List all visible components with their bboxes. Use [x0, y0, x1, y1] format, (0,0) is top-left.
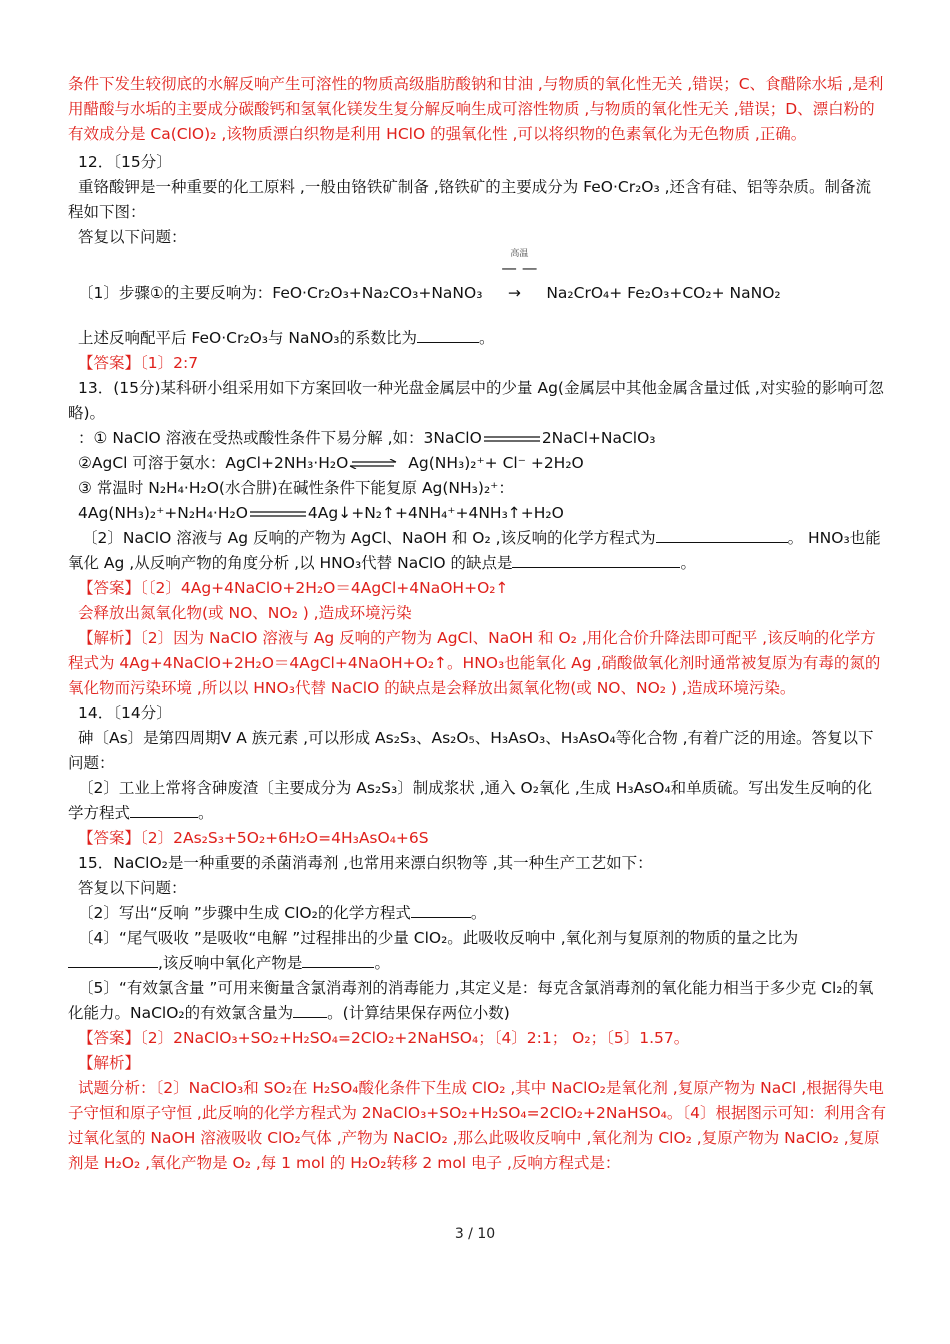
double-line-equals-icon [248, 509, 308, 519]
q15-ask: 答复以下问题： [78, 879, 187, 897]
answer-blank[interactable] [68, 952, 158, 968]
q15-question-2: 〔2〕写出“反响 ”步骤中生成 ClO₂的化学方程式 。 [78, 904, 487, 922]
q12-answer: 【答案】〔1〕2:7 [78, 354, 199, 372]
q14-heading: 14．〔14分〕 [78, 704, 172, 722]
q12-body: 重铬酸钾是一种重要的化工原料 ,一般由铬铁矿制备 ,铬铁矿的主要成分为 FeO·Cr₂O₃ ,还含有硅、铝等杂质。制备流程如下图： [68, 178, 872, 221]
page-number: 3 / 10 [454, 1226, 496, 1242]
q15-question-5: 〔5〕“有效氯含量 ”可用来衡量含氯消毒剂的消毒能力 ,其定义是：每克含氯消毒剂的氧化能力相当于多少克 Cl₂的氧化能力。NaClO₂的有效氯含量为 。(计算结果保存两位小数) [68, 979, 874, 1022]
high-temp-arrow-icon: 高温 — —→ [501, 249, 538, 302]
answer-blank[interactable] [302, 952, 374, 968]
q13-heading: 13．(15分)某科研小组采用如下方案回收一种光盘金属层中的少量 Ag(金属层中其他金属含量过低 ,对实验的影响可忽略)。 [68, 379, 884, 422]
answer-blank[interactable] [417, 327, 479, 343]
q12-heading: 12．〔15分〕 [78, 153, 172, 171]
q13-explanation: 【解析】〔2〕因为 NaClO 溶液与 Ag 反响的产物为 AgCl、NaOH 和 O₂ ,用化合价升降法即可配平 ,该反响的化学方程式为 4Ag+4NaClO+2H₂O＝4AgCl+4NaOH+O₂↑。HNO₃也能氧化 Ag ,硝酸做氧化剂时通常被复原为有毒的氮的氧化物而污染环境 ,所以以 HNO₃代替 NaClO 的缺点是会释放出氮氧化物(或 NO、NO₂ ) ,造成环境污染。 [68, 629, 881, 697]
answer-blank[interactable] [130, 802, 198, 818]
answer-blank[interactable] [512, 552, 680, 568]
q13-known-1: ：① NaClO 溶液在受热或酸性条件下易分解 ,如：3NaClO 2NaCl+NaClO₃ [78, 429, 656, 447]
q15-explanation: 试题分析：〔2〕NaClO₃和 SO₂在 H₂SO₄酸化条件下生成 ClO₂ ,其中 NaClO₂是氧化剂 ,复原产物为 NaCl ,根据得失电子守恒和原子守恒 ,此反响的化学方程式为 2NaClO₃+SO₂+H₂SO₄=2ClO₂+2NaHSO₄。〔4〕根据图示可知：利用含有过氧化氢的 NaOH 溶液吸收 ClO₂气体 ,产物为 NaClO₂ ,那么此吸收反响中 ,氧化剂为 ClO₂ ,复原产物为 NaClO₂ ,复原剂是 H₂O₂ ,氧化产物是 O₂ ,每 1 mol 的 H₂O₂转移 2 mol 电子 ,反响方程式是： [68, 1079, 886, 1172]
q14-answer: 【答案】〔2〕2As₂S₃+5O₂+6H₂O=4H₃AsO₄+6S [78, 829, 429, 847]
q12-equation: 〔1〕步骤①的主要反响为：FeO·Cr₂O₃+Na₂CO₃+NaNO₃ 高温 — —→ Na₂CrO₄+ Fe₂O₃+CO₂+ NaNO₂ [68, 256, 886, 306]
prev-answer-text: 条件下发生较彻底的水解反响产生可溶性的物质高级脂肪酸钠和甘油 ,与物质的氧化性无关 ,错误；C、食醋除水垢 ,是利用醋酸与水垢的主要成分碳酸钙和氢氧化镁发生复分解反响生成可溶性物质 ,与物质的氧化性无关 ,错误；D、漂白粉的有效成分是 Ca(ClO)₂ ,该物质漂白织物是利用 HClO 的强氧化性 ,可以将织物的色素氧化为无色物质 ,正确。 [68, 75, 884, 143]
q14-question-2: 〔2〕工业上常将含砷废渣〔主要成分为 As₂S₃〕制成浆状 ,通入 O₂氧化 ,生成 H₃AsO₄和单质硫。写出发生反响的化学方程式 。 [68, 779, 873, 822]
double-line-equals-icon [482, 434, 542, 444]
q15-question-4: 〔4〕“尾气吸收 ”是吸收“电解 ”过程排出的少量 ClO₂。此吸收反响中 ,氧化剂与复原剂的物质的量之比为,该反响中氧化产物是 。 [68, 926, 886, 976]
q15-explanation-heading: 【解析】 [78, 1054, 141, 1072]
q13-known-4: 4Ag(NH₃)₂⁺+N₂H₄·H₂O 4Ag↓+N₂↑+4NH₄⁺+4NH₃↑+H₂O [78, 504, 564, 522]
reversible-arrow-icon [348, 459, 408, 469]
answer-blank[interactable] [293, 1002, 327, 1018]
q14-body: 砷〔As〕是第四周期Ⅴ A 族元素 ,可以形成 As₂S₃、As₂O₅、H₃AsO₃、H₃AsO₄等化合物 ,有着广泛的用途。答复以下问题： [68, 729, 874, 772]
q13-known-2: ②AgCl 可溶于氨水：AgCl+2NH₃·H₂O Ag(NH₃)₂⁺+ Cl⁻ +2H₂O [78, 454, 584, 472]
answer-blank[interactable] [656, 527, 788, 543]
q15-answer: 【答案】〔2〕2NaClO₃+SO₂+H₂SO₄=2ClO₂+2NaHSO₄；〔4〕2:1； O₂；〔5〕1.57。 [78, 1029, 690, 1047]
q13-answer-2: 会释放出氮氧化物(或 NO、NO₂ ) ,造成环境污染 [78, 604, 412, 622]
document-body [68, 72, 886, 1176]
answer-blank[interactable] [411, 902, 471, 918]
q13-question-2: 〔2〕NaClO 溶液与 Ag 反响的产物为 AgCl、NaOH 和 O₂ ,该反响的化学方程式为 。 HNO₃也能氧化 Ag ,从反响产物的角度分析 ,以 HNO₃代替 NaClO 的缺点是 。 [68, 529, 881, 572]
q15-heading: 15．NaClO₂是一种重要的杀菌消毒剂 ,也常用来漂白织物等 ,其一种生产工艺如下： [78, 854, 653, 872]
q13-known-3: ③ 常温时 N₂H₄·H₂O(水合肼)在碱性条件下能复原 Ag(NH₃)₂⁺： [78, 479, 514, 497]
q13-answer: 【答案】〔〔2〕4Ag+4NaClO+2H₂O＝4AgCl+4NaOH+O₂↑ [78, 579, 509, 597]
q12-ask: 答复以下问题： [78, 228, 187, 246]
q12-question: 上述反响配平后 FeO·Cr₂O₃与 NaNO₃的系数比为 。 [78, 329, 495, 347]
